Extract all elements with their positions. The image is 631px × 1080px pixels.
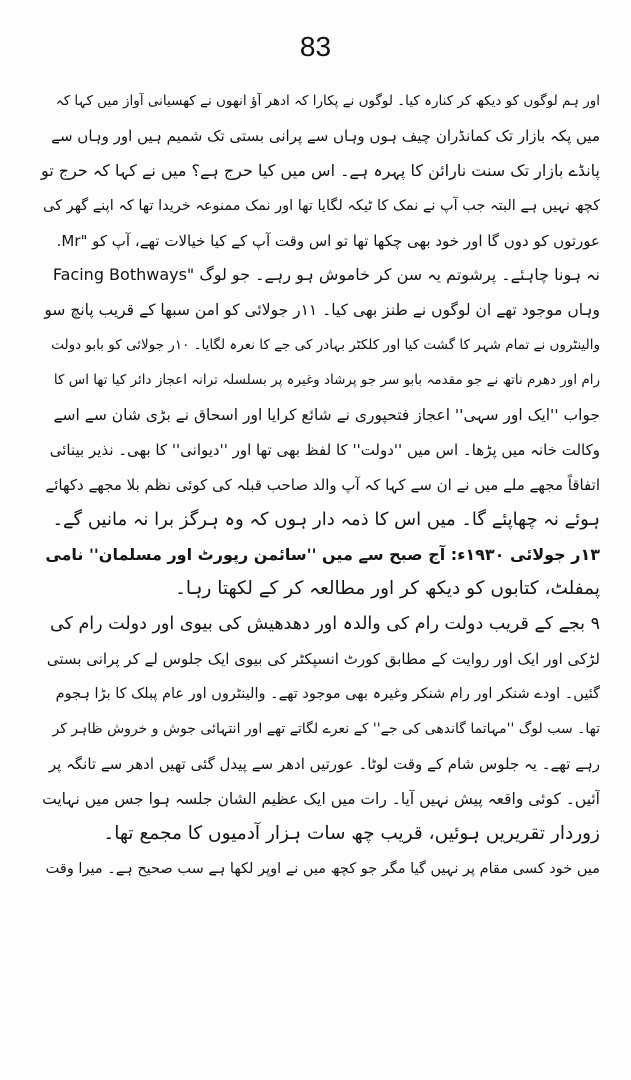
text-line: لڑکی اور ایک اور روایت کے مطابق کورٹ انسپکٹر کی بیوی ایک جلوس لے کر پرانی بستی <box>46 650 600 669</box>
text-line: تھا۔ سب لوگ ''مہاتما گاندھی کی جے'' کے نعرے لگاتے تھے اور انتہائی جوش و خروش ظاہر کر <box>52 721 600 738</box>
date-heading-line: ۱۳ر جولائی ۱۹۳۰ء: آج صبح سے میں ''سائمن رپورٹ اور مسلمان'' نامی <box>45 544 600 564</box>
text-line: پمفلٹ، کتابوں کو دیکھ کر اور مطالعہ کر کے لکھتا رہا۔ <box>175 578 600 600</box>
text-line: پانڈے بازار تک سنت نارائن کا پہرہ ہے۔ اس میں کیا حرج ہے؟ میں نے کہا کہ حرج تو <box>40 160 600 180</box>
text-line: میں پکہ بازار تک کمانڈران چیف ہوں وہاں سے پرانی بستی تک شمیم ہیں اور وہاں سے <box>51 126 600 145</box>
text-line: اور ہم لوگوں کو دیکھ کر کنارہ کیا۔ لوگوں نے پکارا کہ ادھر آؤ انھوں نے کھسیانی آواز میں کہا کہ <box>55 93 600 109</box>
text-line: وکالت خانہ میں پڑھا۔ اس میں ''دولت'' کا لفظ بھی تھا اور ''دیوانی'' کا بھی۔ نذیر بینائی <box>49 440 600 459</box>
text-line: رام اور دھرم ناتھ نے جو مقدمہ بابو سر جو پرشاد وغیرہ پر بسلسلہ ترانہ اعجاز دائر کیا تھا اس کا <box>53 372 600 389</box>
text-line: کچھ نہیں ہے البتہ جب آپ نے نمک کا ٹیکہ لگایا تھا اور نمک ممنوعہ خریدا تھا کہ اپنے گھر کی <box>43 197 600 214</box>
text-line: عورتوں کو دوں گا اور خود بھی چکھا تھا تو اس وقت آپ کے کیا خیالات تھے، آپ کو "Mr. <box>56 231 600 250</box>
text-line: رہے تھے۔ یہ جلوس شام کے وقت لوٹا۔ عورتیں ادھر سے پیدل گئی تھیں ادھر سے تانگہ پر <box>48 754 600 773</box>
text-line: جواب ''ایک اور سہی'' اعجاز فتحپوری نے شائع کرایا اور اسحاق نے بڑی شان سے اسے <box>53 406 600 425</box>
text-line: میں خود کسی مقام پر نہیں گیا مگر جو کچھ میں نے اوپر لکھا ہے سب صحیح ہے۔ میرا وقت <box>45 860 600 877</box>
body-text <box>40 84 600 886</box>
text-line: Facing Bothways" نہ ہونا چاہئے۔ پرشوتم یہ سن کر خاموش ہو رہے۔ جو لوگ <box>52 265 600 285</box>
text-line: والینٹروں نے تمام شہر کا گشت کیا اور کلکٹر بہادر کی جے کا نعرہ لگایا۔ ۱۰ر جولائی کو بابو دولت <box>51 337 600 354</box>
text-line: زوردار تقریریں ہوئیں، قریب چھ سات ہزار آدمیوں کا مجمع تھا۔ <box>103 822 600 844</box>
text-line: وہاں موجود تھے ان لوگوں نے طنز بھی کیا۔ ۱۱ر جولائی کو امن سبھا کے قریب پانچ سو <box>44 301 600 320</box>
text-line: ہوئے نہ چھاپئے گا۔ میں اس کا ذمہ دار ہوں کہ وہ ہرگز برا نہ مانیں گے۔ <box>52 508 600 530</box>
text-line: آئیں۔ کوئی واقعہ پیش نہیں آیا۔ رات میں ایک عظیم الشان جلسہ ہوا جس میں نہایت <box>42 789 600 808</box>
text-line: اتفاقاً مجھے ملے میں نے ان سے کہا کہ آپ والد صاحب قبلہ کی کوئی نظم بلا مجھے دکھائے <box>45 475 600 494</box>
page-number: 83 <box>299 31 332 62</box>
text-line: ۹ بجے کے قریب دولت رام کی والدہ اور دھدھیش کی بیوی اور دولت رام کی <box>49 614 600 635</box>
text-line: گئیں۔ اودے شنکر اور رام شنکر وغیرہ بھی موجود تھے۔ والینٹروں اور عام پبلک کا بڑا ہجوم <box>55 686 600 703</box>
